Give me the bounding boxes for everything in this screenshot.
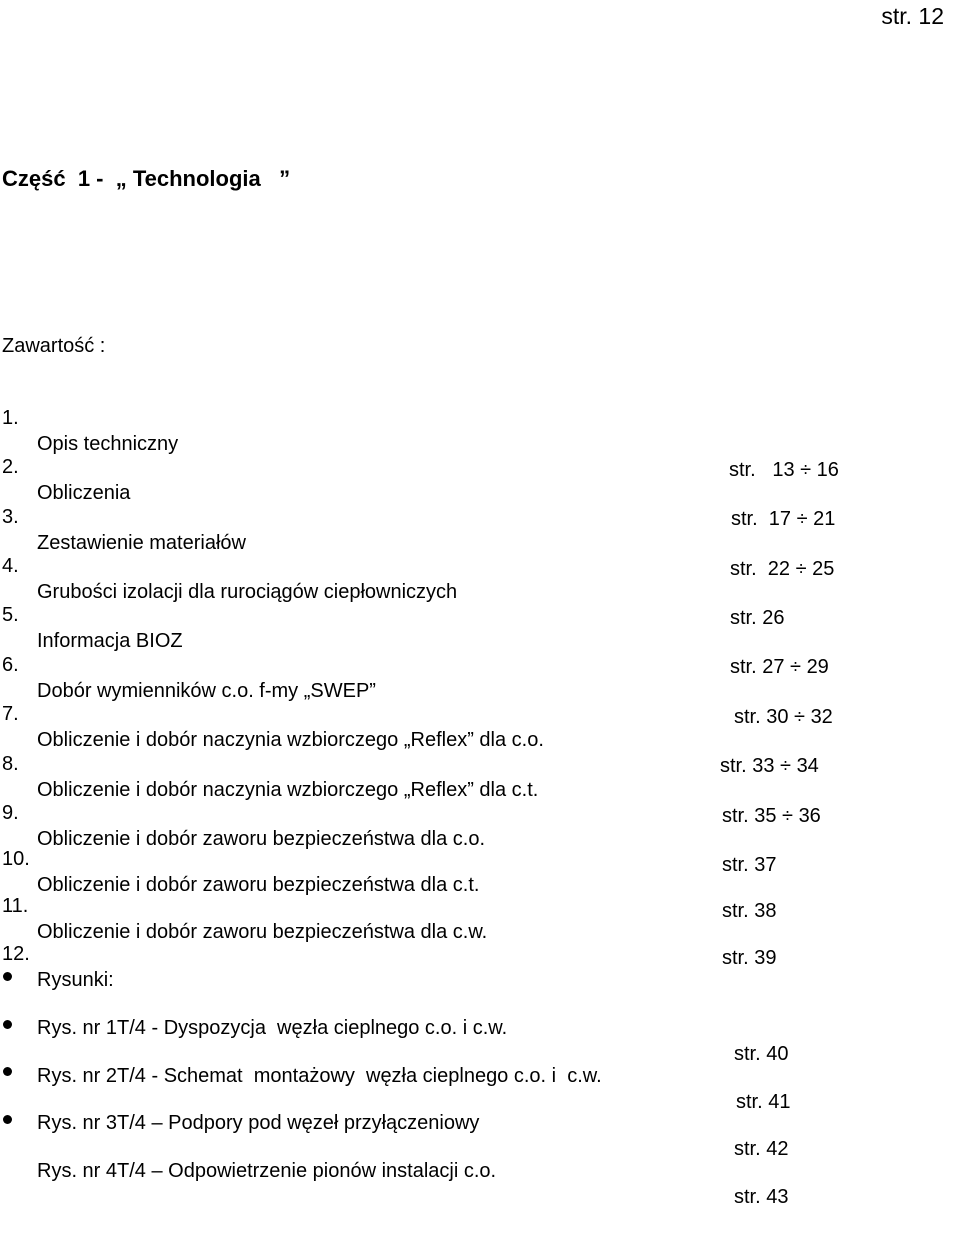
toc-item-number: 2.	[2, 456, 19, 478]
toc-item-pages: str. 35 ÷ 36	[722, 805, 821, 827]
toc-item-number: 3.	[2, 506, 19, 528]
drawing-title: Rys. nr 1T/4 - Dyspozycja węzła cieplnego c.o. i c.w.	[37, 1017, 508, 1039]
toc-item-number: 12.	[2, 943, 30, 965]
toc-item-title: Obliczenia	[37, 482, 131, 504]
toc-item-title: Informacja BIOZ	[37, 630, 183, 652]
toc-item	[0, 379, 960, 481]
drawing-pages: str. 42	[734, 1138, 789, 1160]
toc-item-title: Obliczenie i dobór naczynia wzbiorczego „Reflex” dla c.o.	[37, 729, 544, 751]
toc-item-number: 4.	[2, 555, 19, 577]
toc-item-pages: str. 17 ÷ 21	[731, 508, 836, 530]
toc-item-pages: str. 13 ÷ 16	[729, 459, 839, 481]
toc-item-number: 9.	[2, 802, 19, 824]
toc-item-number: 6.	[2, 654, 19, 676]
drawing-title: Rys. nr 2T/4 - Schemat montażowy węzła cieplnego c.o. i c.w.	[37, 1065, 602, 1087]
toc-item-title: Opis techniczny	[37, 433, 179, 455]
drawing-pages: str. 40	[734, 1043, 789, 1065]
toc-item-pages: str. 37	[722, 854, 777, 876]
toc-item-title: Obliczenie i dobór zaworu bezpieczeństwa dla c.w.	[37, 921, 488, 943]
toc-item-title: Obliczenie i dobór zaworu bezpieczeństwa dla c.t.	[37, 874, 480, 896]
toc-item-title: Zestawienie materiałów	[37, 532, 246, 554]
toc-item-number: 7.	[2, 703, 19, 725]
toc-item-number: 10.	[2, 848, 30, 870]
toc-item-pages: str. 27 ÷ 29	[730, 656, 829, 678]
toc-item-number: 1.	[2, 407, 19, 429]
toc-item-number: 11.	[2, 895, 29, 917]
toc-item-pages: str. 33 ÷ 34	[720, 755, 819, 777]
bullet-icon	[3, 1020, 12, 1029]
list-item	[0, 963, 960, 1065]
toc-item-title: Obliczenie i dobór zaworu bezpieczeństwa dla c.o.	[37, 828, 486, 850]
toc-item-pages: str. 39	[722, 947, 777, 969]
section-heading: Część 1 - „ Technologia ”	[2, 166, 291, 191]
contents-label: Zawartość :	[2, 335, 106, 357]
toc-item-pages: str. 26	[730, 607, 785, 629]
toc-item-title: Grubości izolacji dla rurociągów ciepłowniczych	[37, 581, 458, 603]
toc-item-title: Rysunki:	[37, 969, 114, 991]
page-number: str. 12	[881, 3, 944, 29]
drawing-pages: str. 43	[734, 1186, 789, 1208]
toc-item-pages: str. 22 ÷ 25	[730, 558, 835, 580]
drawing-pages: str. 41	[736, 1091, 791, 1113]
bullet-icon	[3, 972, 12, 981]
toc-item-pages: str. 30 ÷ 32	[734, 706, 833, 728]
toc-item-pages: str. 38	[722, 900, 777, 922]
toc-item-title: Obliczenie i dobór naczynia wzbiorczego „Reflex” dla c.t.	[37, 779, 539, 801]
drawing-title: Rys. nr 3T/4 – Podpory pod węzeł przyłączeniowy	[37, 1112, 480, 1134]
toc-item-title: Dobór wymienników c.o. f-my „SWEP”	[37, 680, 376, 702]
toc-item-number: 8.	[2, 753, 19, 775]
bullet-icon	[3, 1115, 12, 1124]
bullet-icon	[3, 1067, 12, 1076]
toc-item-number: 5.	[2, 604, 19, 626]
drawing-title: Rys. nr 4T/4 – Odpowietrzenie pionów instalacji c.o.	[37, 1160, 497, 1182]
